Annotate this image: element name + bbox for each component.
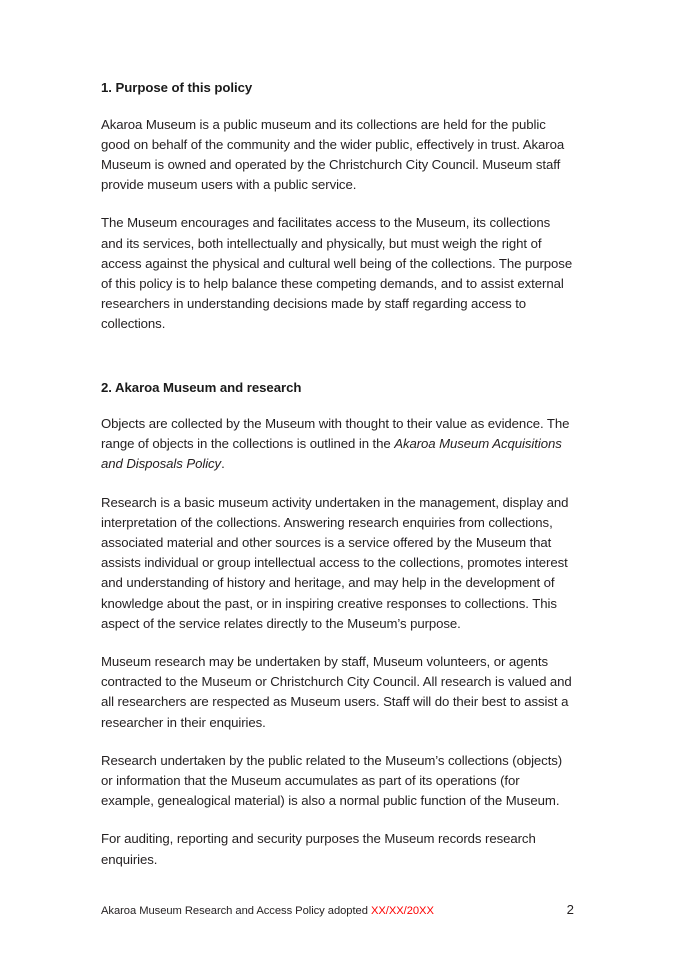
spacer xyxy=(101,634,574,652)
spacer xyxy=(101,397,574,414)
spacer xyxy=(101,475,574,493)
footer-adoption-date-placeholder: XX/XX/20XX xyxy=(370,905,434,917)
paragraph xyxy=(101,414,574,475)
section-heading-1: 1. Purpose of this policy xyxy=(101,80,253,95)
paragraph-tail-text: . xyxy=(221,456,225,472)
spacer xyxy=(101,98,574,115)
paragraph-lead-text: Objects are collected by the Museum with thought to their value as evidence. The range of objects in the collections is outlined in the xyxy=(101,416,570,452)
paragraph: For auditing, reporting and security purposes the Museum records research enquiries. xyxy=(101,831,536,867)
paragraph: The Museum encourages and facilitates access to the Museum, its collections and its services, both intellectually and physically, but must weigh the right of access against the physical and cultural well being of the collections. The purpose of this policy is to help balance these competing demands, and to assist external researchers in understanding decisions made by staff regarding access to collections. xyxy=(101,215,573,332)
spacer xyxy=(101,733,574,751)
paragraph: Research undertaken by the public related to the Museum’s collections (objects) or information that the Museum accumulates as part of its operations (for example, genealogical material) is also a normal public function of the Museum. xyxy=(101,752,563,809)
policy-title-reference: Akaroa Museum Acquisitions and Disposals Policy xyxy=(101,436,562,472)
spacer xyxy=(101,811,574,829)
page-footer xyxy=(101,902,574,919)
page-number: 2 xyxy=(566,902,574,917)
footer-policy-title: Akaroa Museum Research and Access Policy adopted xyxy=(101,905,371,917)
footer-policy-line xyxy=(101,904,434,919)
paragraph: Museum research may be undertaken by staff, Museum volunteers, or agents contracted to the Museum or Christchurch City Council. All research is valued and all researchers are respected as Museum users. Staff will do their best to assist a researcher in their enquiries. xyxy=(101,654,572,730)
paragraph: Research is a basic museum activity undertaken in the management, display and interpretation of the collections. Answering research enquiries from collections, associated material and other sources is a service offered by the Museum that assists individual or group intellectual access to the collections, promotes interest and understanding of history and heritage, and may help in the development of knowledge about the past, or in inspiring creative responses to collections. This aspect of the service relates directly to the Museum’s purpose. xyxy=(101,494,569,631)
spacer xyxy=(101,195,574,213)
spacer xyxy=(101,335,574,378)
section-heading-2: 2. Akaroa Museum and research xyxy=(101,379,302,395)
paragraph: Akaroa Museum is a public museum and its collections are held for the public good on behalf of the community and the wider public, effectively in trust. Akaroa Museum is owned and operated by the Christchurch City Council. Museum staff provide museum users with a public service. xyxy=(101,116,565,193)
document-body xyxy=(101,78,574,870)
